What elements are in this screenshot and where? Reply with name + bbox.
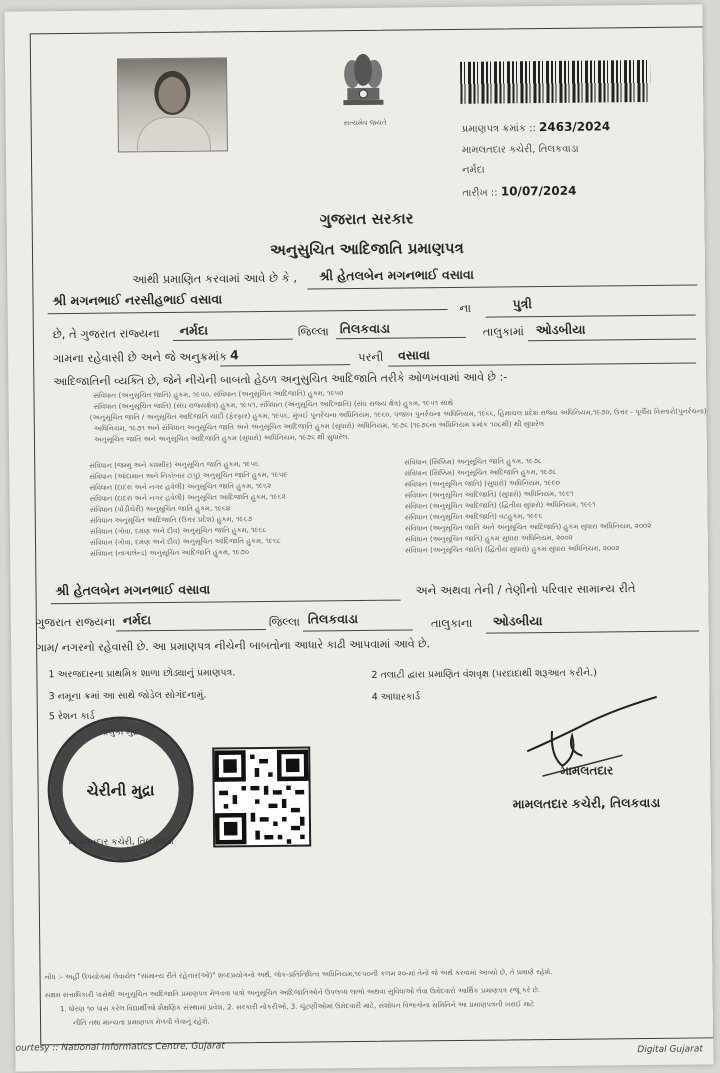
- document-item-1: 1 અરજદારના પ્રાથમિક શાળા છોડ્યાનું પ્રમાણપત્ર.: [48, 667, 236, 681]
- district: નર્મદા: [179, 322, 209, 338]
- holder-name-repeat: શ્રી હેતલબેન મગનભાઈ વસાવા: [55, 581, 211, 599]
- national-emblem-icon: [335, 48, 392, 119]
- serial-number: 4: [229, 347, 239, 363]
- district-repeat: નર્મદા: [122, 612, 152, 628]
- order-item: (અનુસૂચિત જાતિ / અનુસૂચિત આદિજાતિ યાદી (ફેરફાર) હુકમ, ૧૯૫૬, મુંબઈ પુનર્રચના અધિનિયમ, ૧૯૬૦, પંજાબ પુનર્રચના અધિનિયમ, ૧૯૬૬, હિમાચલ પ્રદેશ રાજ્ય અધિનિયમ,૧૯૭૦, ઉત્તર - પૂર્વીય વિસ્તારો(પુનર્રચના): [89, 407, 707, 422]
- tribe-name: વસાવા: [398, 347, 430, 363]
- order-item: સંવિધાન (અનુસૂચિત આદિજાતિ) (દ્વિતીય સુધારો) અધિનિયમ, ૧૯૯૧: [404, 500, 596, 511]
- order-item: સંવિધાન (આંદામાન અને નિકોબાર ટાપુ) અનુસૂચિત જાતિ હુકમ, ૧૯૫૯: [89, 470, 288, 481]
- orders-left-list: [89, 458, 390, 560]
- taluka-label: તાલુકામાં: [482, 324, 524, 339]
- barcode: [460, 60, 650, 104]
- courtesy-text: Courtesy :: National Informatics Centre, Gujarat: [9, 1041, 225, 1054]
- order-item: સંવિધાન (અનુસૂચિત જાતિ) હુકમ સુધારા અધિનિયમ, ૨૦૦૨: [404, 533, 573, 544]
- document-item-3: 3 નમૂના ક્રમાં આ સાથે જોડેલ સોગંદનામું.: [48, 689, 207, 703]
- taluka: તિલકવાડા: [339, 320, 391, 337]
- order-item: અધિનિયમ, ૧૯૭૧ અને સંવિધાન અનુસૂચિત જાતિ અને અનુસૂચિત આદિજાતિ હુકમ (સુધારો) અધિનિયમ, ૧૯૭૬ (૧૯૭૬ના અધિનિયમ ક્રમાંક ૧૦૮થી) થી સુધારેલ: [93, 420, 545, 433]
- document-item-5: 5 રેશન કાર્ડ: [48, 710, 95, 723]
- village-text: ગામ/ નગરનો રહેવાસી છે. આ પ્રમાણપત્ર નીચેની બાબતોના આધારે કાઢી આપવામાં આવે છે.: [36, 637, 431, 655]
- certificate-title: અનુસુચિત આદિજાતિ પ્રમાણપત્ર: [270, 238, 464, 259]
- order-item: સંવિધાન (અનુસૂચિત જાતિ) હુકમ, ૧૯૫૦, સંવિધાન (અનુસૂચિત આદિજાતિ) હુકમ, ૧૯૫૦: [93, 389, 344, 400]
- order-item: સંવિધાન (અનુસૂચિત જાતિ અને અનુસૂચિત આદિજાતિ) હુકમ સુધારા અધિનિયમ, ૨૦૦૨: [404, 521, 652, 533]
- order-item: સંવિધાન (દાદરા અને નગર હવેલી) અનુસૂચિત જાતિ હુકમ, ૧૯૬૨: [89, 481, 272, 492]
- order-item: સંવિધાન (દાદરા અને નગર હવેલી) અનુસૂચિત આદિજાતિ હુકમ, ૧૯૬૨: [89, 492, 286, 503]
- order-item: સંવિધાન (અનુસૂચિત આદિજાતિ) (સુધારો) અધિનિયમ, ૧૯૯૧: [404, 489, 574, 500]
- qr-code: [212, 747, 311, 848]
- govt-title: ગુજરાત સરકાર: [319, 209, 414, 229]
- family-text: અને અથવા તેની / તેણીનો પરિવાર સામાન્ય રીતે: [415, 581, 636, 598]
- taluka-repeat: તિલકવાડા: [307, 611, 359, 627]
- relation: પુત્રી: [512, 296, 533, 312]
- father-name: શ્રી મગનભાઈ નરસીહભાઈ વસાવા: [52, 291, 223, 309]
- issue-date: તારીખ :: 10/07/2024: [462, 183, 577, 199]
- order-item: સંવિધાન (અનુસૂચિત જાતિ) (સંઘ રાજ્યક્ષેત્ર) હુકમ, ૧૯૫૧, સંવિધાન (અનુસૂચિત આદિજાતિ) (સંઘ રાજ્ય ક્ષેત્ર) હુકમ, ૧૯૫૧ સાથે: [93, 399, 454, 411]
- order-item: સંવિધાન (પોંડીચેરી) અનુસૂચિત જાતિ હુકમ, ૧૯૬૪: [89, 504, 231, 514]
- order-item: સંવિધાન (અનુસૂચિત જાતિ) (સુધારો) અધિનિયમ, ૧૯૯૦: [404, 478, 560, 489]
- order-item: સંવિધાન (જમ્મુ અને કાશ્મીર) અનુસૂચિત જાતિ હુકમ, ૧૯૫૬: [89, 460, 259, 470]
- holder-name: શ્રી હેતલબેન મગનભાઈ વસાવા: [319, 266, 474, 284]
- certify-intro: આથી પ્રમાણિત કરવામાં આવે છે કે ,: [132, 270, 298, 287]
- resident-text: ગામના રહેવાસી છે અને જે અનુક્રમાંક: [53, 349, 228, 366]
- state-label: ગુજરાત રાજ્યના: [35, 614, 116, 630]
- document-item-4: 4 આધારકાર્ડ: [371, 691, 421, 703]
- orders-full-list: [89, 384, 707, 445]
- office-seal: તાલુકા મુદ્રા ચેરીની મુદ્રા મામલતદાર કચેરી, તિલકવાડા: [47, 716, 195, 864]
- emblem-caption: સત્યમેવ જયતે: [343, 118, 387, 128]
- district-label-repeat: જિલ્લા: [268, 614, 300, 629]
- taluka-label-repeat: તાલુકાના: [430, 615, 473, 631]
- note-3: 1. ધોરણ ૧૦ પાસ કરેલ વિદ્યાર્થીઓ શૈક્ષણિક સંસ્થામાં પ્રવેશ, 2. સરકારી નોકરીઓ, 3. ચૂંટણીઓમાં ઉમેદવારી માટે, સંશોધન વિભાગોના સમિતિને આ પ્રમાણપત્રની ખરાઈ માટે: [59, 1000, 535, 1014]
- certificate-page: [4, 4, 713, 1071]
- tribe-recognition-text: આદિજાતિની વ્યક્તિ છે, જેને નીચેની બાબતો હેઠળ અનુસુચિત આદિજાતિ તરીકે ઓળખવામાં આવે છે :-: [53, 370, 508, 389]
- order-item: સંવિધાન (નાગાલેન્ડ) અનુસૂચિત આદિજાતિ હુકમ, ૧૯૭૦: [90, 548, 250, 558]
- relation-prefix: ના: [459, 300, 472, 315]
- order-item: સંવિધાન અનુસૂચિત આદિજાતિ (ઉત્તર પ્રદેશ) હુકમ, ૧૯૬૭: [89, 515, 253, 525]
- signatory-office: મામલતદાર કચેરી, તિલકવાડા: [512, 794, 661, 812]
- district-label: જિલ્લા: [297, 324, 329, 339]
- applicant-photo: [117, 57, 228, 152]
- note-4: નીતિ તથા માન્યતા પ્રમાણપત્ર મેળવી લેવાનું રહેશે.: [73, 1017, 210, 1028]
- serial-suffix: પરની: [358, 349, 384, 364]
- order-item: અનુસૂચિત જાતિ અને અનુસૂચિત આદિજાતિ હુકમ (સુધારો) અધિનિયમ, ૧૯૭૬ થી સુધારેલ.: [93, 433, 350, 444]
- order-item: સંવિધાન (ગોવા, દમણ અને દીવ) અનુસૂચિત આદિજાતિ હુકમ, ૧૯૬૮: [89, 536, 281, 547]
- order-item: સંવિધાન (સિક્કિમ) અનુસૂચિત આદિજાતિ હુકમ, ૧૯૭૮: [404, 467, 557, 478]
- orders-right-list: [404, 454, 695, 556]
- note-2: સક્ષમ સત્તાધિકારી પાસેથી અનુસૂચિત આદિજાતિ પ્રમાણપત્ર મેળવવા પાત્રો અનુસૂચિત આદિજાતિઓને ઉપલબ્ધ લાભો અથવા સુવિધાઓ લેવા ઉમેદવારો આર્થિક પ્રમાણપત્ર રજૂ કરે છે.: [44, 986, 541, 1000]
- note-1: નોંધ :- અહીં ઉપયોગમાં લેવાયેલ "સામાન્ય રીતે રહેનાર(ઓ)" શબ્દપ્રયોગનો અર્થ, લોક-પ્રતિનિધિત્વ અધિનિયમ,૧૯૫૦ની કલમ ૨૦-માં તેનો જે અર્થ કરવામાં આવ્યો છે, તે પ્રમાણે રહેશે.: [44, 967, 553, 982]
- village-repeat: ઓડબીયા: [492, 613, 543, 629]
- document-item-2: 2 તલાટી દ્વારા પ્રમાણિત વંશવૃક્ષ (પરદાદાથી શરૂઆત કરીને.): [371, 667, 597, 681]
- order-item: સંવિધાન (અનુસૂચિત જાતિ) (દ્વિતીય સુધારો) હુકમ સુધારા અધિનિયમ, ૨૦૦૨: [405, 544, 620, 555]
- office-name: મામલતદાર કચેરી, તિલકવાડા: [461, 143, 579, 156]
- office-district: નર્મદા: [462, 164, 485, 176]
- order-item: સંવિધાન (અનુસૂચિત આદિજાતિ) વટહુકમ, ૧૯૯૬: [404, 512, 543, 522]
- village: ઓડબીયા: [535, 321, 586, 338]
- signatory-title: મામલતદાર: [560, 763, 614, 778]
- state-prefix: છે, તે ગુજરાત રાજ્યના: [52, 326, 160, 342]
- order-item: સંવિધાન (સિક્કિમ) અનુસૂચિત જાતિ હુકમ, ૧૯૭૮: [404, 457, 542, 467]
- digital-gujarat-logo: Digital Gujarat: [637, 1044, 703, 1056]
- certificate-number: પ્રમાણપત્ર ક્રમાંક :: 2463/2024: [461, 119, 611, 135]
- order-item: સંવિધાન (ગોવા, દમણ અને દીવ) અનુસૂચિત જાતિ હુકમ, ૧૯૬૮: [89, 525, 267, 536]
